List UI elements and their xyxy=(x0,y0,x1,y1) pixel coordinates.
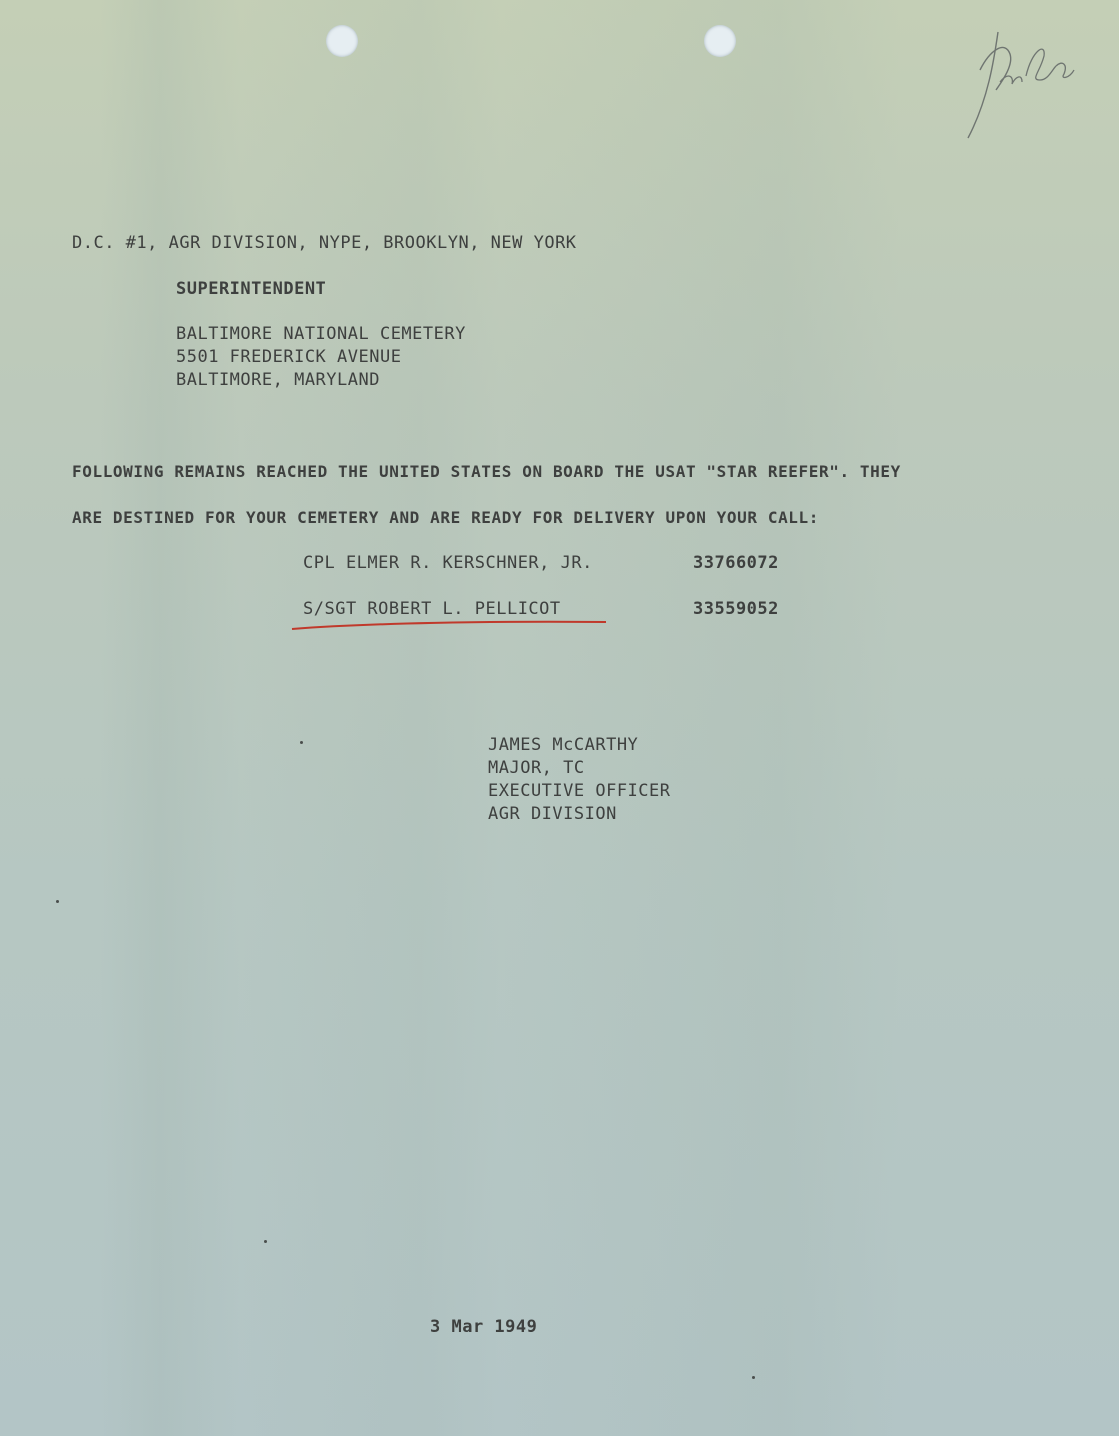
body-line-2: ARE DESTINED FOR YOUR CEMETERY AND ARE READY FOR DELIVERY UPON YOUR CALL: xyxy=(72,508,819,527)
paper-speck xyxy=(264,1240,267,1243)
body-line-1: FOLLOWING REMAINS REACHED THE UNITED STATES ON BOARD THE USAT "STAR REEFER". THEY xyxy=(72,462,901,481)
remains-name-1: CPL ELMER R. KERSCHNER, JR. xyxy=(303,553,593,573)
recipient-title: SUPERINTENDENT xyxy=(176,279,327,299)
signatory-name: JAMES McCARTHY xyxy=(488,735,639,755)
signatory-rank: MAJOR, TC xyxy=(488,758,585,778)
remains-serial-2: 33559052 xyxy=(693,599,779,619)
paper-speck xyxy=(56,900,59,903)
paper-speck xyxy=(300,741,303,744)
remains-name-2: S/SGT ROBERT L. PELLICOT xyxy=(303,599,561,619)
address-line-2: 5501 FREDERICK AVENUE xyxy=(176,347,402,367)
remains-serial-1: 33766072 xyxy=(693,553,779,573)
header-line: D.C. #1, AGR DIVISION, NYPE, BROOKLYN, NEW YORK xyxy=(72,233,577,253)
punch-hole-left xyxy=(326,25,358,57)
document-date: 3 Mar 1949 xyxy=(430,1317,538,1337)
address-line-1: BALTIMORE NATIONAL CEMETERY xyxy=(176,324,466,344)
signatory-title: EXECUTIVE OFFICER xyxy=(488,781,671,801)
handwritten-note xyxy=(960,20,1080,140)
red-pencil-underline xyxy=(290,619,608,633)
address-line-3: BALTIMORE, MARYLAND xyxy=(176,370,380,390)
paper-speck xyxy=(752,1376,755,1379)
punch-hole-right xyxy=(704,25,736,57)
signatory-division: AGR DIVISION xyxy=(488,804,617,824)
